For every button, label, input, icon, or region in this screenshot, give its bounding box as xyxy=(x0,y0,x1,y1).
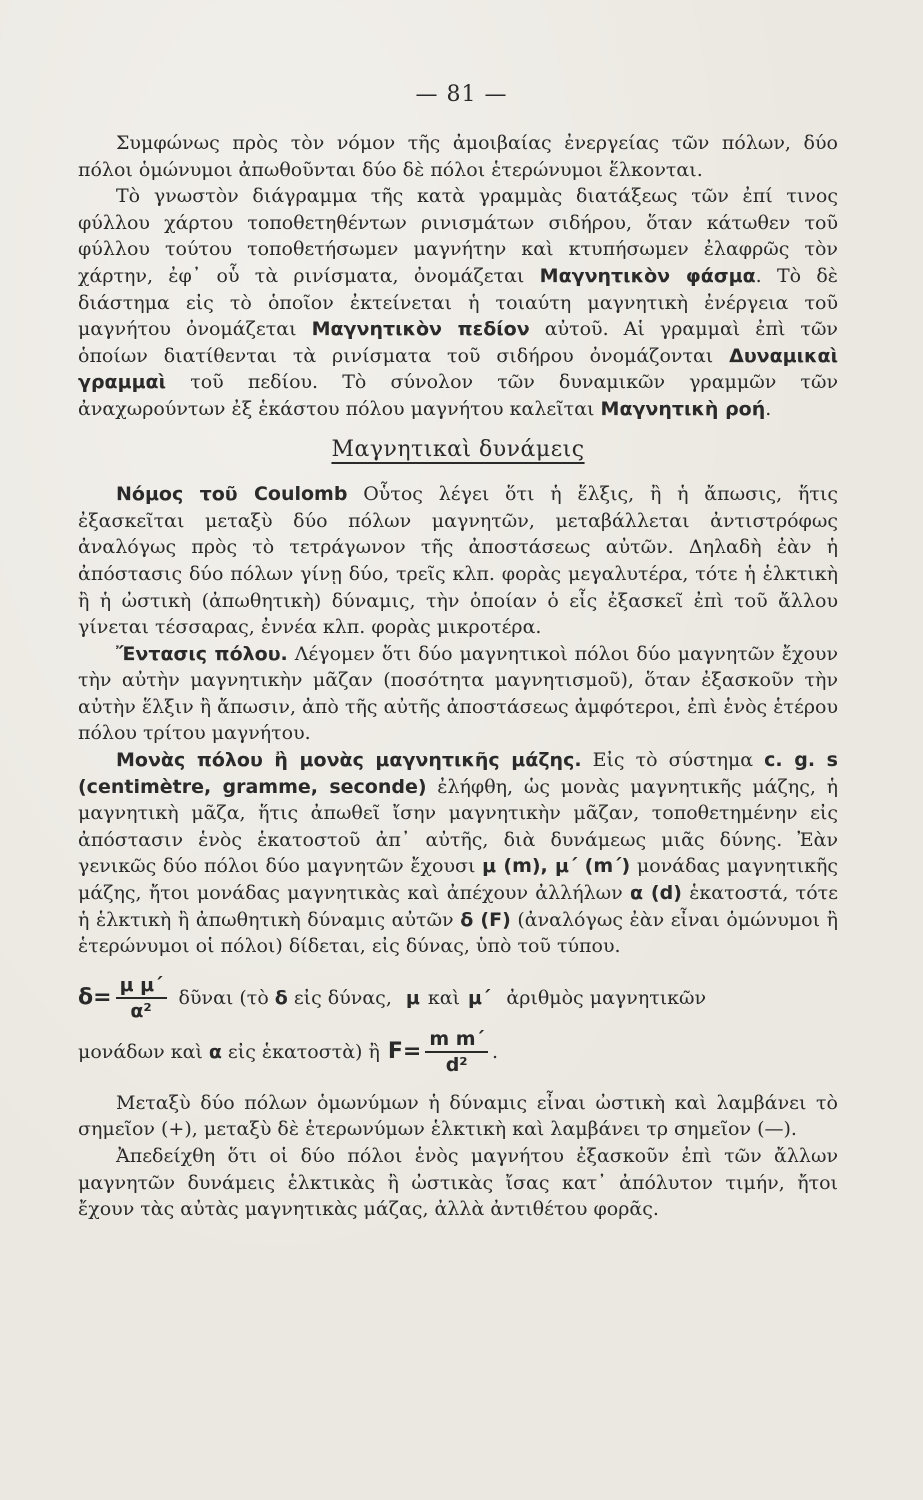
text-span: . Τὸ δὲ διάστημα εἰς τὸ ὁποῖον ἐκτείνεται ἡ τοιαύτη μαγνητικὴ ἐνέργεια τοῦ μαγνήτου ὀνομάζεται xyxy=(78,264,839,341)
formula-force-fraction xyxy=(425,1028,488,1076)
text-span: ἀριθμὸς μαγνητικῶν xyxy=(506,986,707,1009)
term-alpha-d: α (d) xyxy=(630,882,682,905)
section-heading xyxy=(78,437,838,464)
formula-delta-numerator: μ μ΄ xyxy=(116,974,167,999)
formula-symbol-alpha: α xyxy=(208,1040,222,1063)
formula-force-denominator: d² xyxy=(445,1053,468,1076)
text-span: καὶ xyxy=(427,986,460,1009)
text-span: αὐτοῦ. Αἱ γραμμαὶ ἐπὶ τῶν ὁποίων διατίθενται τὰ ρινίσματα τοῦ σιδήρου ὀνομάζονται xyxy=(78,318,838,367)
text-span: ἑκατοστά, τότε ἡ ἑλκτικὴ ἢ ἀπωθητικὴ δύναμις αὐτῶν xyxy=(78,882,838,931)
paragraph-equal-masses: Ἀπεδείχθη ὅτι οἱ δύο πόλοι ἑνὸς μαγνήτου ἐξασκοῦν ἐπὶ τῶν ἄλλων μαγνητῶν δυνάμεις ἑλκτικὰς ἢ ὠστικὰς ἴσας κατ᾽ ἀπόλυτον τιμήν, ἤτοι ἔχουν τὰς αὐτὰς μαγνητικὰς μάζας, ἀλλὰ ἀντιθέτου φορᾶς. xyxy=(78,1145,838,1221)
formula-delta-fraction xyxy=(116,974,167,1022)
term-unit-pole: Μονὰς πόλου ἢ μονὰς μαγνητικῆς μάζης. xyxy=(116,749,582,772)
term-coulomb-law: Νόμος τοῦ Coulomb xyxy=(116,483,348,506)
term-delta-f: δ (F) xyxy=(460,908,511,931)
term-field-lines: Δυναμικαὶ γραμμαὶ xyxy=(78,344,838,394)
term-magnetic-field: Μαγνητικὸν πεδίον xyxy=(311,318,530,341)
formula-force-numerator: m m΄ xyxy=(425,1028,488,1053)
formula-symbol-delta: δ xyxy=(274,986,288,1009)
formula-delta-lhs: δ= xyxy=(78,984,112,1010)
text-span: . xyxy=(765,397,772,420)
formula-symbol-mu: μ xyxy=(405,986,420,1009)
formula-symbol-mu-prime: μ΄ xyxy=(468,986,491,1009)
paragraph-force-sign: Μεταξὺ δύο πόλων ὁμωνύμων ἡ δύναμις εἶναι ὠστικὴ καὶ λαμβάνει τὸ σημεῖον (+), μεταξὺ δὲ ἑτερωνύμων ἑλκτικὴ καὶ λαμβάνει τρ σημεῖον (—). xyxy=(78,1091,838,1141)
text-span: μονάδων καὶ xyxy=(78,1040,203,1063)
text-span: ἐλήφθη, ὡς μονὰς μαγνητικῆς μάζης, ἡ μαγνητικὴ μᾶζα, ἥτις ἀπωθεῖ ἴσην μαγνητικὴν μᾶζαν, τοποθετημένην εἰς ἀπόστασιν ἑνὸς ἑκατοστοῦ ἀπ᾽ αὐτῆς, διὰ δυνάμεως μιᾶς δύνης. Ἐὰν γενικῶς δύο πόλοι δύο μαγνητῶν ἔχουσι xyxy=(78,775,839,878)
text-span: . xyxy=(491,1040,499,1063)
page-number: — 81 — xyxy=(415,82,508,107)
paragraph-magnetic-spectrum xyxy=(78,183,838,422)
term-magnetic-spectrum: Μαγνητικὸν φάσμα xyxy=(539,264,756,287)
text-span: εἰς δύνας, xyxy=(293,986,392,1009)
term-cgs-system: c. g. s (centimètre, gramme, seconde) xyxy=(78,749,838,798)
paragraph-unit-pole xyxy=(78,747,838,960)
text-span: εἰς ἑκατοστὰ) ἢ xyxy=(227,1040,380,1063)
term-pole-strength: Ἔντασις πόλου. xyxy=(116,642,288,665)
text-span: δῦναι (τὸ xyxy=(178,986,269,1009)
term-magnetic-flux: Μαγνητικὴ ροή xyxy=(600,397,766,420)
text-span: τοῦ πεδίου. Τὸ σύνολον τῶν δυναμικῶν γραμμῶν τῶν ἀναχωρούντων ἐξ ἑκάστου πόλου μαγνήτου καλεῖται xyxy=(78,371,838,420)
term-mu-m: μ (m), μ΄ (m΄) xyxy=(482,855,631,878)
section-heading-text: Μαγνητικαὶ δυνάμεις xyxy=(331,436,585,462)
formula-block xyxy=(78,974,838,1076)
paragraph-poles-law: Συμφώνως πρὸς τὸν νόμον τῆς ἀμοιβαίας ἐνεργείας τῶν πόλων, δύο πόλοι ὁμώνυμοι ἀπωθοῦνται δύο δὲ πόλοι ἑτερώνυμοι ἕλκονται. xyxy=(78,132,838,181)
text-span: Τὸ γνωστὸν διάγραμμα τῆς κατὰ γραμμὰς διατάξεως τῶν ἐπί τινος φύλλου χάρτου τοποθετηθέντων ρινισμάτων σιδήρου, ὅταν κάτωθεν τοῦ φύλλου τούτου τοποθετήσωμεν μαγνήτην καὶ κτυπήσωμεν ἐλαφρῶς τὸν χάρτην, ἐφ᾽ οὗ τὰ ρινίσματα, ὀνομάζεται xyxy=(78,185,838,287)
spacer xyxy=(78,1082,838,1090)
formula-delta-denominator: α² xyxy=(130,999,152,1022)
formula-force-lhs: F= xyxy=(387,1038,422,1064)
page-body xyxy=(78,130,838,1223)
text-span: Οὗτος λέγει ὅτι ἡ ἕλξις, ἢ ἡ ἄπωσις, ἥτις ἐξασκεῖται μεταξὺ δύο πόλων μαγνητῶν, μεταβάλλεται ἀντιστρόφως ἀναλόγως πρὸς τὸ τετράγωνον τῆς ἀποστάσεως αὐτῶν. Δηλαδὴ ἐὰν ἡ ἀπόστασις δύο πόλων γίνῃ δύο, τρεῖς κλπ. φορὰς μεγαλυτέρα, τότε ἡ ἑλκτικὴ ἢ ἡ ὠστικὴ (ἀπωθητικὴ) δύναμις, τὴν ὁποίαν ὁ εἷς ἐξασκεῖ ἐπὶ τοῦ ἄλλου γίνεται τέσσαρας, ἐννέα κλπ. φορὰς μικροτέρα. xyxy=(78,483,838,639)
paragraph-coulomb-law xyxy=(78,481,838,641)
text-span: μονάδας μαγνητικῆς μάζης, ἤτοι μονάδας μαγνητικὰς καὶ ἀπέχουν ἀλλήλων xyxy=(78,855,838,905)
text-span: Λέγομεν ὅτι δύο μαγνητικοὶ πόλοι δύο μαγνητῶν ἔχουν τὴν αὐτὴν μαγνητικὴν μᾶζαν (ποσότητα μαγνητισμοῦ), ὅταν ἐξασκοῦν τὴν αὐτὴν ἕλξιν ἢ ἄπωσιν, ἀπὸ τῆς αὐτῆς ἀποστάσεως ἀμφότεροι, ἐπὶ ἑνὸς ἑτέρου πόλου τρίτου μαγνήτου. xyxy=(78,642,838,745)
paragraph-pole-strength xyxy=(78,641,838,747)
text-span: (ἀναλόγως ἐὰν εἶναι ὁμώνυμοι ἢ ἑτερώνυμοι οἱ πόλοι) δίδεται, εἰς δύνας, ὑπὸ τοῦ τύπου. xyxy=(78,908,838,958)
formula-row-force xyxy=(78,1028,838,1076)
text-span: Εἰς τὸ σύστημα xyxy=(592,749,754,772)
formula-row-delta xyxy=(78,974,838,1022)
